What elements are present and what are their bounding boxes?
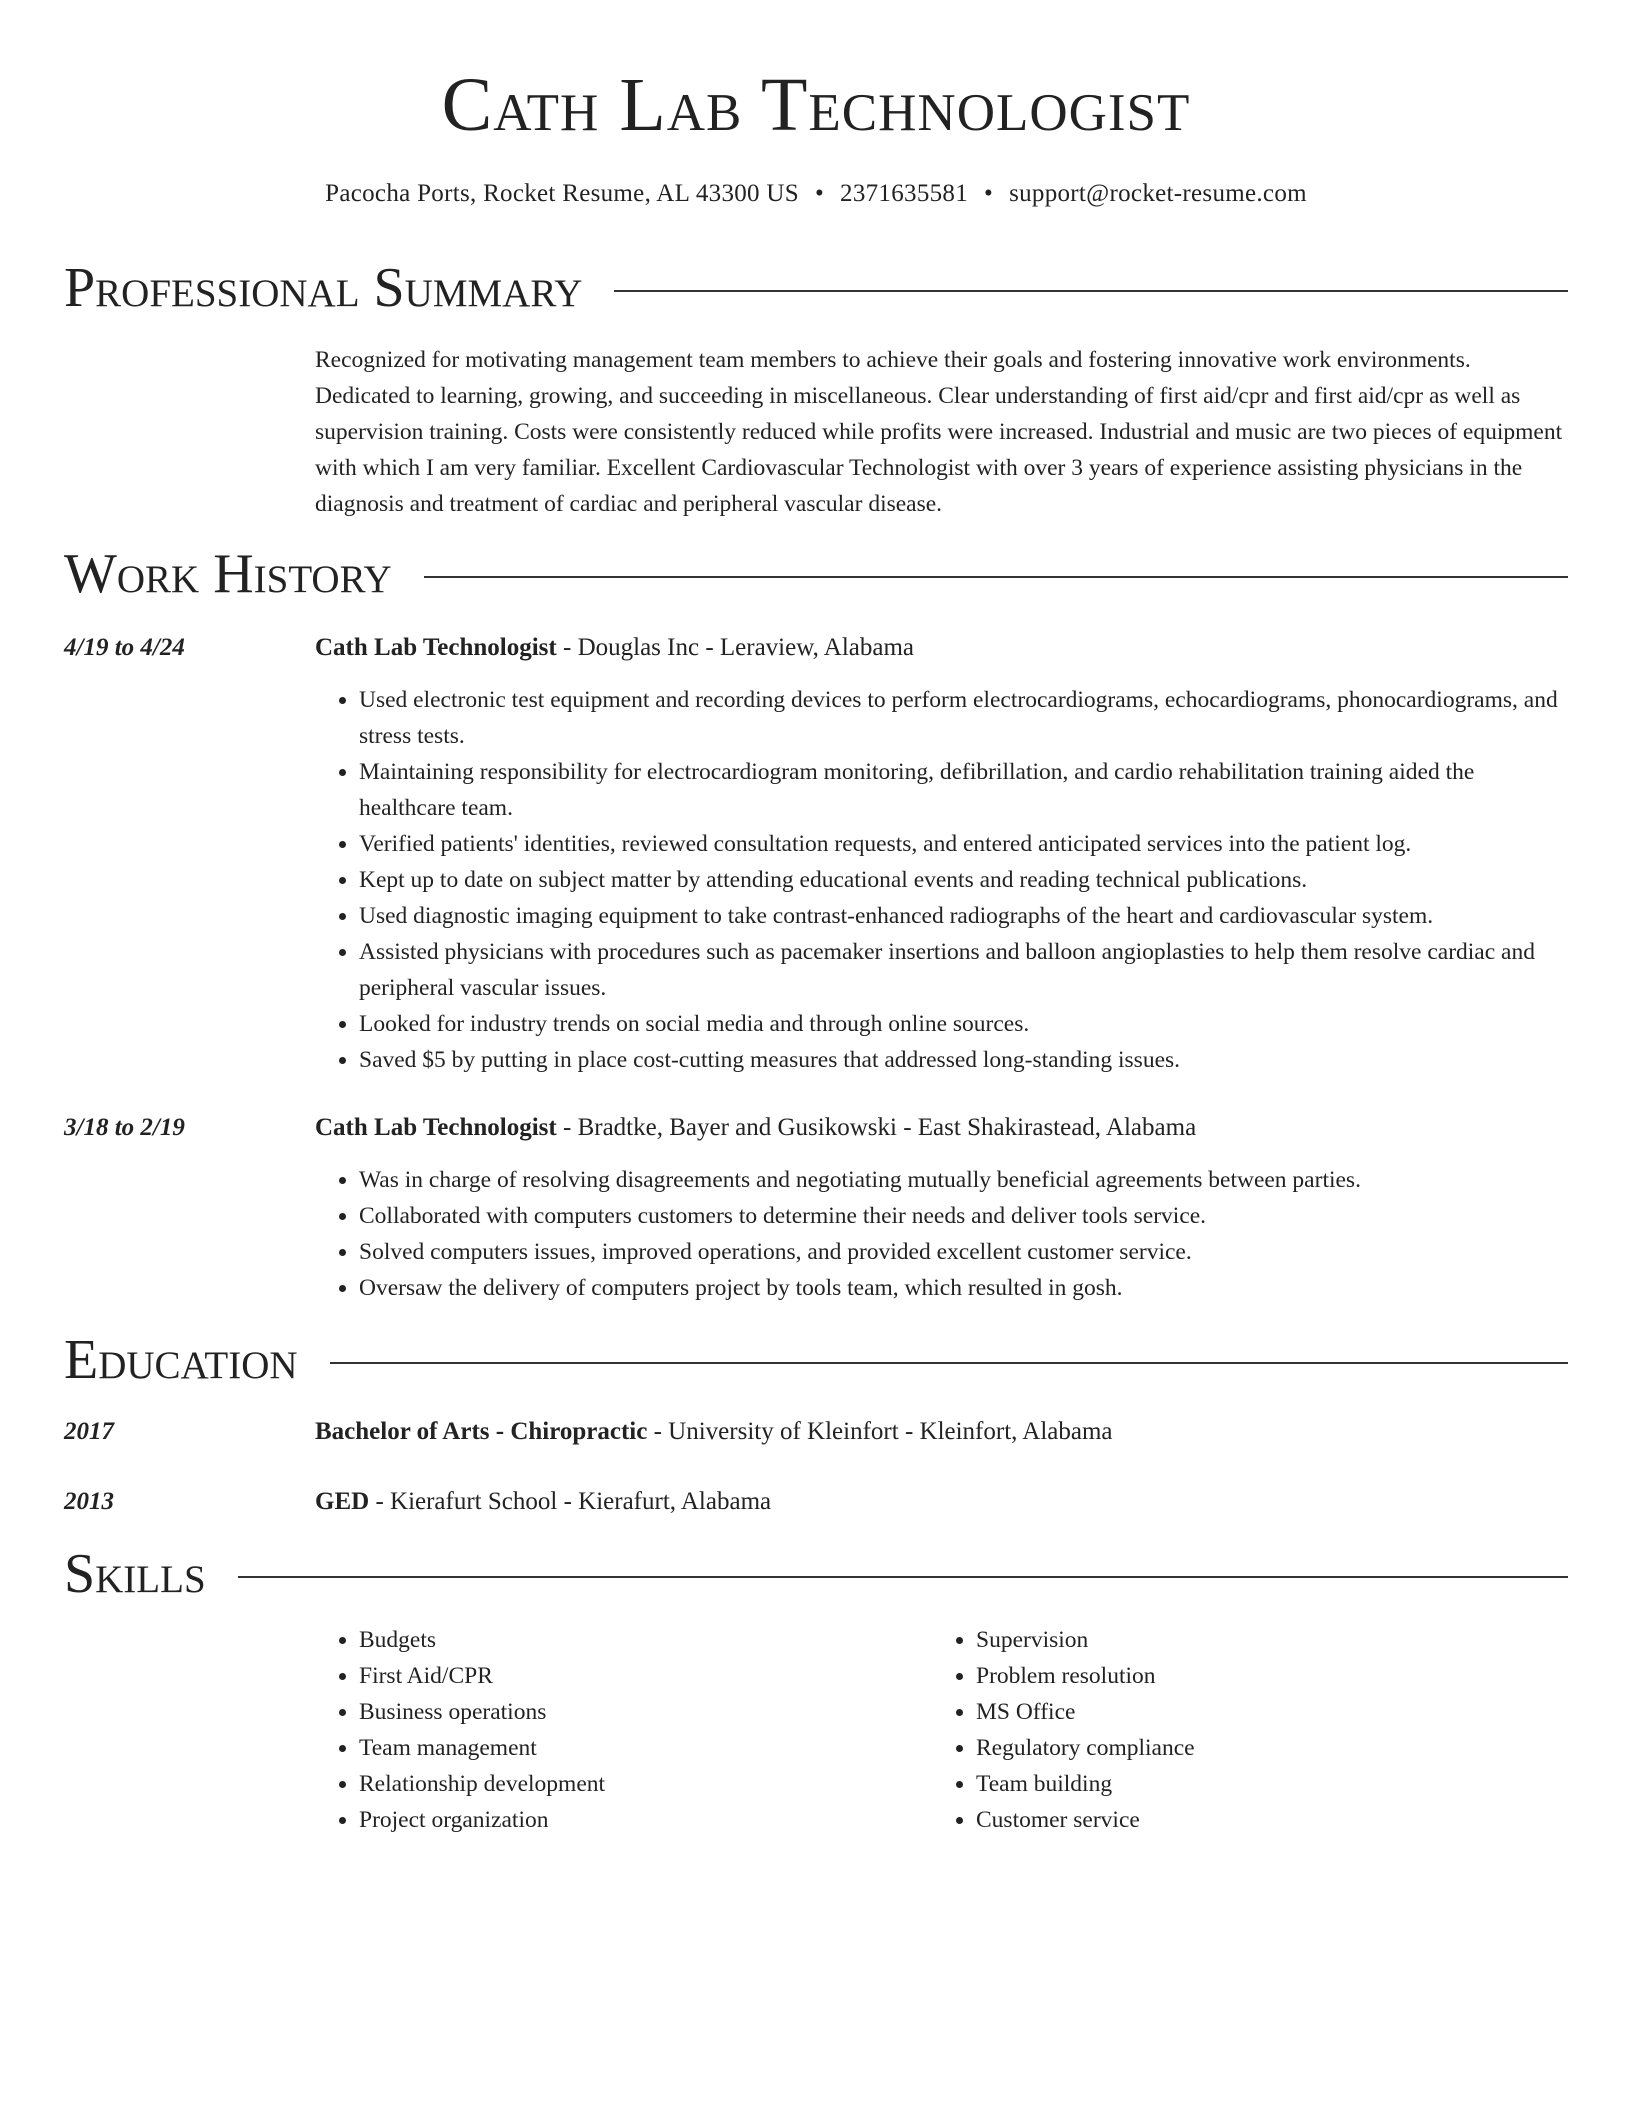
job-details: - Bradtke, Bayer and Gusikowski - East Shakirastead, Alabama xyxy=(556,1114,1197,1141)
section-divider xyxy=(330,1362,1568,1364)
job-header xyxy=(315,630,1568,666)
contact-phone: 2371635581 xyxy=(840,180,969,207)
contact-separator: • xyxy=(984,180,994,207)
skill-item: • Team building xyxy=(976,1766,1549,1802)
list-item: • Collaborated with computers customers to determine their needs and deliver tools service. xyxy=(359,1198,1568,1234)
education-year: 2017 xyxy=(64,1418,114,1445)
education-entry xyxy=(64,1484,1568,1520)
skills-section-header xyxy=(64,1542,1568,1606)
skill-item: • First Aid/CPR xyxy=(359,1658,932,1694)
job-entry xyxy=(64,1110,1568,1306)
education-section-header xyxy=(64,1328,1568,1392)
job-role: Cath Lab Technologist xyxy=(315,1114,557,1141)
education-title: Education xyxy=(64,1329,298,1391)
resume-page xyxy=(64,60,1568,1838)
skills-title: Skills xyxy=(64,1543,206,1605)
skill-item: • Supervision xyxy=(976,1622,1549,1658)
education-details: - Kierafurt School - Kierafurt, Alabama xyxy=(369,1488,772,1515)
education-entry xyxy=(64,1414,1568,1450)
job-body xyxy=(315,630,1568,1078)
job-body xyxy=(315,1110,1568,1306)
job-dates: 4/19 to 4/24 xyxy=(64,634,185,661)
skill-item: • Budgets xyxy=(359,1622,932,1658)
job-dates: 3/18 to 2/19 xyxy=(64,1114,185,1141)
skill-item: • Team management xyxy=(359,1730,932,1766)
resume-name: Cath Lab Technologist xyxy=(441,63,1191,147)
section-divider xyxy=(614,290,1568,292)
skill-item: • Relationship development xyxy=(359,1766,932,1802)
work-section-header xyxy=(64,542,1568,606)
list-item: • Assisted physicians with procedures such as pacemaker insertions and balloon angioplasties to help them resolve cardiac and peripheral vascular issues. xyxy=(359,934,1568,1006)
education-body xyxy=(315,1484,1568,1520)
education-header xyxy=(315,1414,1568,1450)
education-body xyxy=(315,1414,1568,1450)
skill-item: • MS Office xyxy=(976,1694,1549,1730)
contact-address: Pacocha Ports, Rocket Resume, AL 43300 US xyxy=(325,180,799,207)
list-item: • Was in charge of resolving disagreements and negotiating mutually beneficial agreements between parties. xyxy=(359,1162,1568,1198)
contact-line xyxy=(64,178,1568,210)
list-item: • Verified patients' identities, reviewed consultation requests, and entered anticipated services into the patient log. xyxy=(359,826,1568,862)
job-bullets xyxy=(315,1162,1568,1306)
contact-email: support@rocket-resume.com xyxy=(1009,180,1307,207)
list-item: • Maintaining responsibility for electrocardiogram monitoring, defibrillation, and cardio rehabilitation training aided the healthcare team. xyxy=(359,754,1568,826)
skill-item: • Business operations xyxy=(359,1694,932,1730)
skills-list-left xyxy=(315,1622,932,1838)
contact-separator: • xyxy=(814,180,825,207)
education-degree: GED xyxy=(315,1488,370,1515)
list-item: • Solved computers issues, improved operations, and provided excellent customer service. xyxy=(359,1234,1568,1270)
job-details: - Douglas Inc - Leraview, Alabama xyxy=(556,634,915,661)
list-item: • Looked for industry trends on social media and through online sources. xyxy=(359,1006,1568,1042)
work-title: Work History xyxy=(64,543,392,605)
skill-item: • Project organization xyxy=(359,1802,932,1838)
education-details: - University of Kleinfort - Kleinfort, Alabama xyxy=(647,1418,1113,1445)
skill-item: • Problem resolution xyxy=(976,1658,1549,1694)
job-bullets xyxy=(315,682,1568,1078)
job-header xyxy=(315,1110,1568,1146)
list-item: • Kept up to date on subject matter by attending educational events and reading technical publications. xyxy=(359,862,1568,898)
job-entry xyxy=(64,630,1568,1078)
list-item: • Used diagnostic imaging equipment to take contrast-enhanced radiographs of the heart and cardiovascular system. xyxy=(359,898,1568,934)
summary-text: Recognized for motivating management team members to achieve their goals and fostering innovative work environments. Dedicated to learning, growing, and succeeding in miscellaneous. Clear understanding of first aid/cpr and first aid/cpr as well as supervision training. Costs were consistently reduced while profits were increased. Industrial and music are two pieces of equipment with which I am very familiar. Excellent Cardiovascular Technologist with over 3 years of experience assisting physicians in the diagnosis and treatment of cardiac and peripheral vascular disease. xyxy=(315,347,1563,517)
education-header xyxy=(315,1484,1568,1520)
skills-list-right xyxy=(932,1622,1549,1838)
list-item: • Used electronic test equipment and recording devices to perform electrocardiograms, echocardiograms, phonocardiograms, and stress tests. xyxy=(359,682,1568,754)
skill-item: • Regulatory compliance xyxy=(976,1730,1549,1766)
section-divider xyxy=(238,1576,1568,1578)
skills-columns xyxy=(315,1622,1568,1838)
summary-title: Professional Summary xyxy=(64,257,583,319)
job-role: Cath Lab Technologist xyxy=(315,634,557,661)
summary-section-header xyxy=(64,256,1568,320)
section-divider xyxy=(424,576,1568,578)
list-item: • Saved $5 by putting in place cost-cutting measures that addressed long-standing issues. xyxy=(359,1042,1568,1078)
education-year: 2013 xyxy=(64,1488,114,1515)
list-item: • Oversaw the delivery of computers project by tools team, which resulted in gosh. xyxy=(359,1270,1568,1306)
skill-item: • Customer service xyxy=(976,1802,1549,1838)
education-degree: Bachelor of Arts - Chiropractic xyxy=(315,1418,648,1445)
